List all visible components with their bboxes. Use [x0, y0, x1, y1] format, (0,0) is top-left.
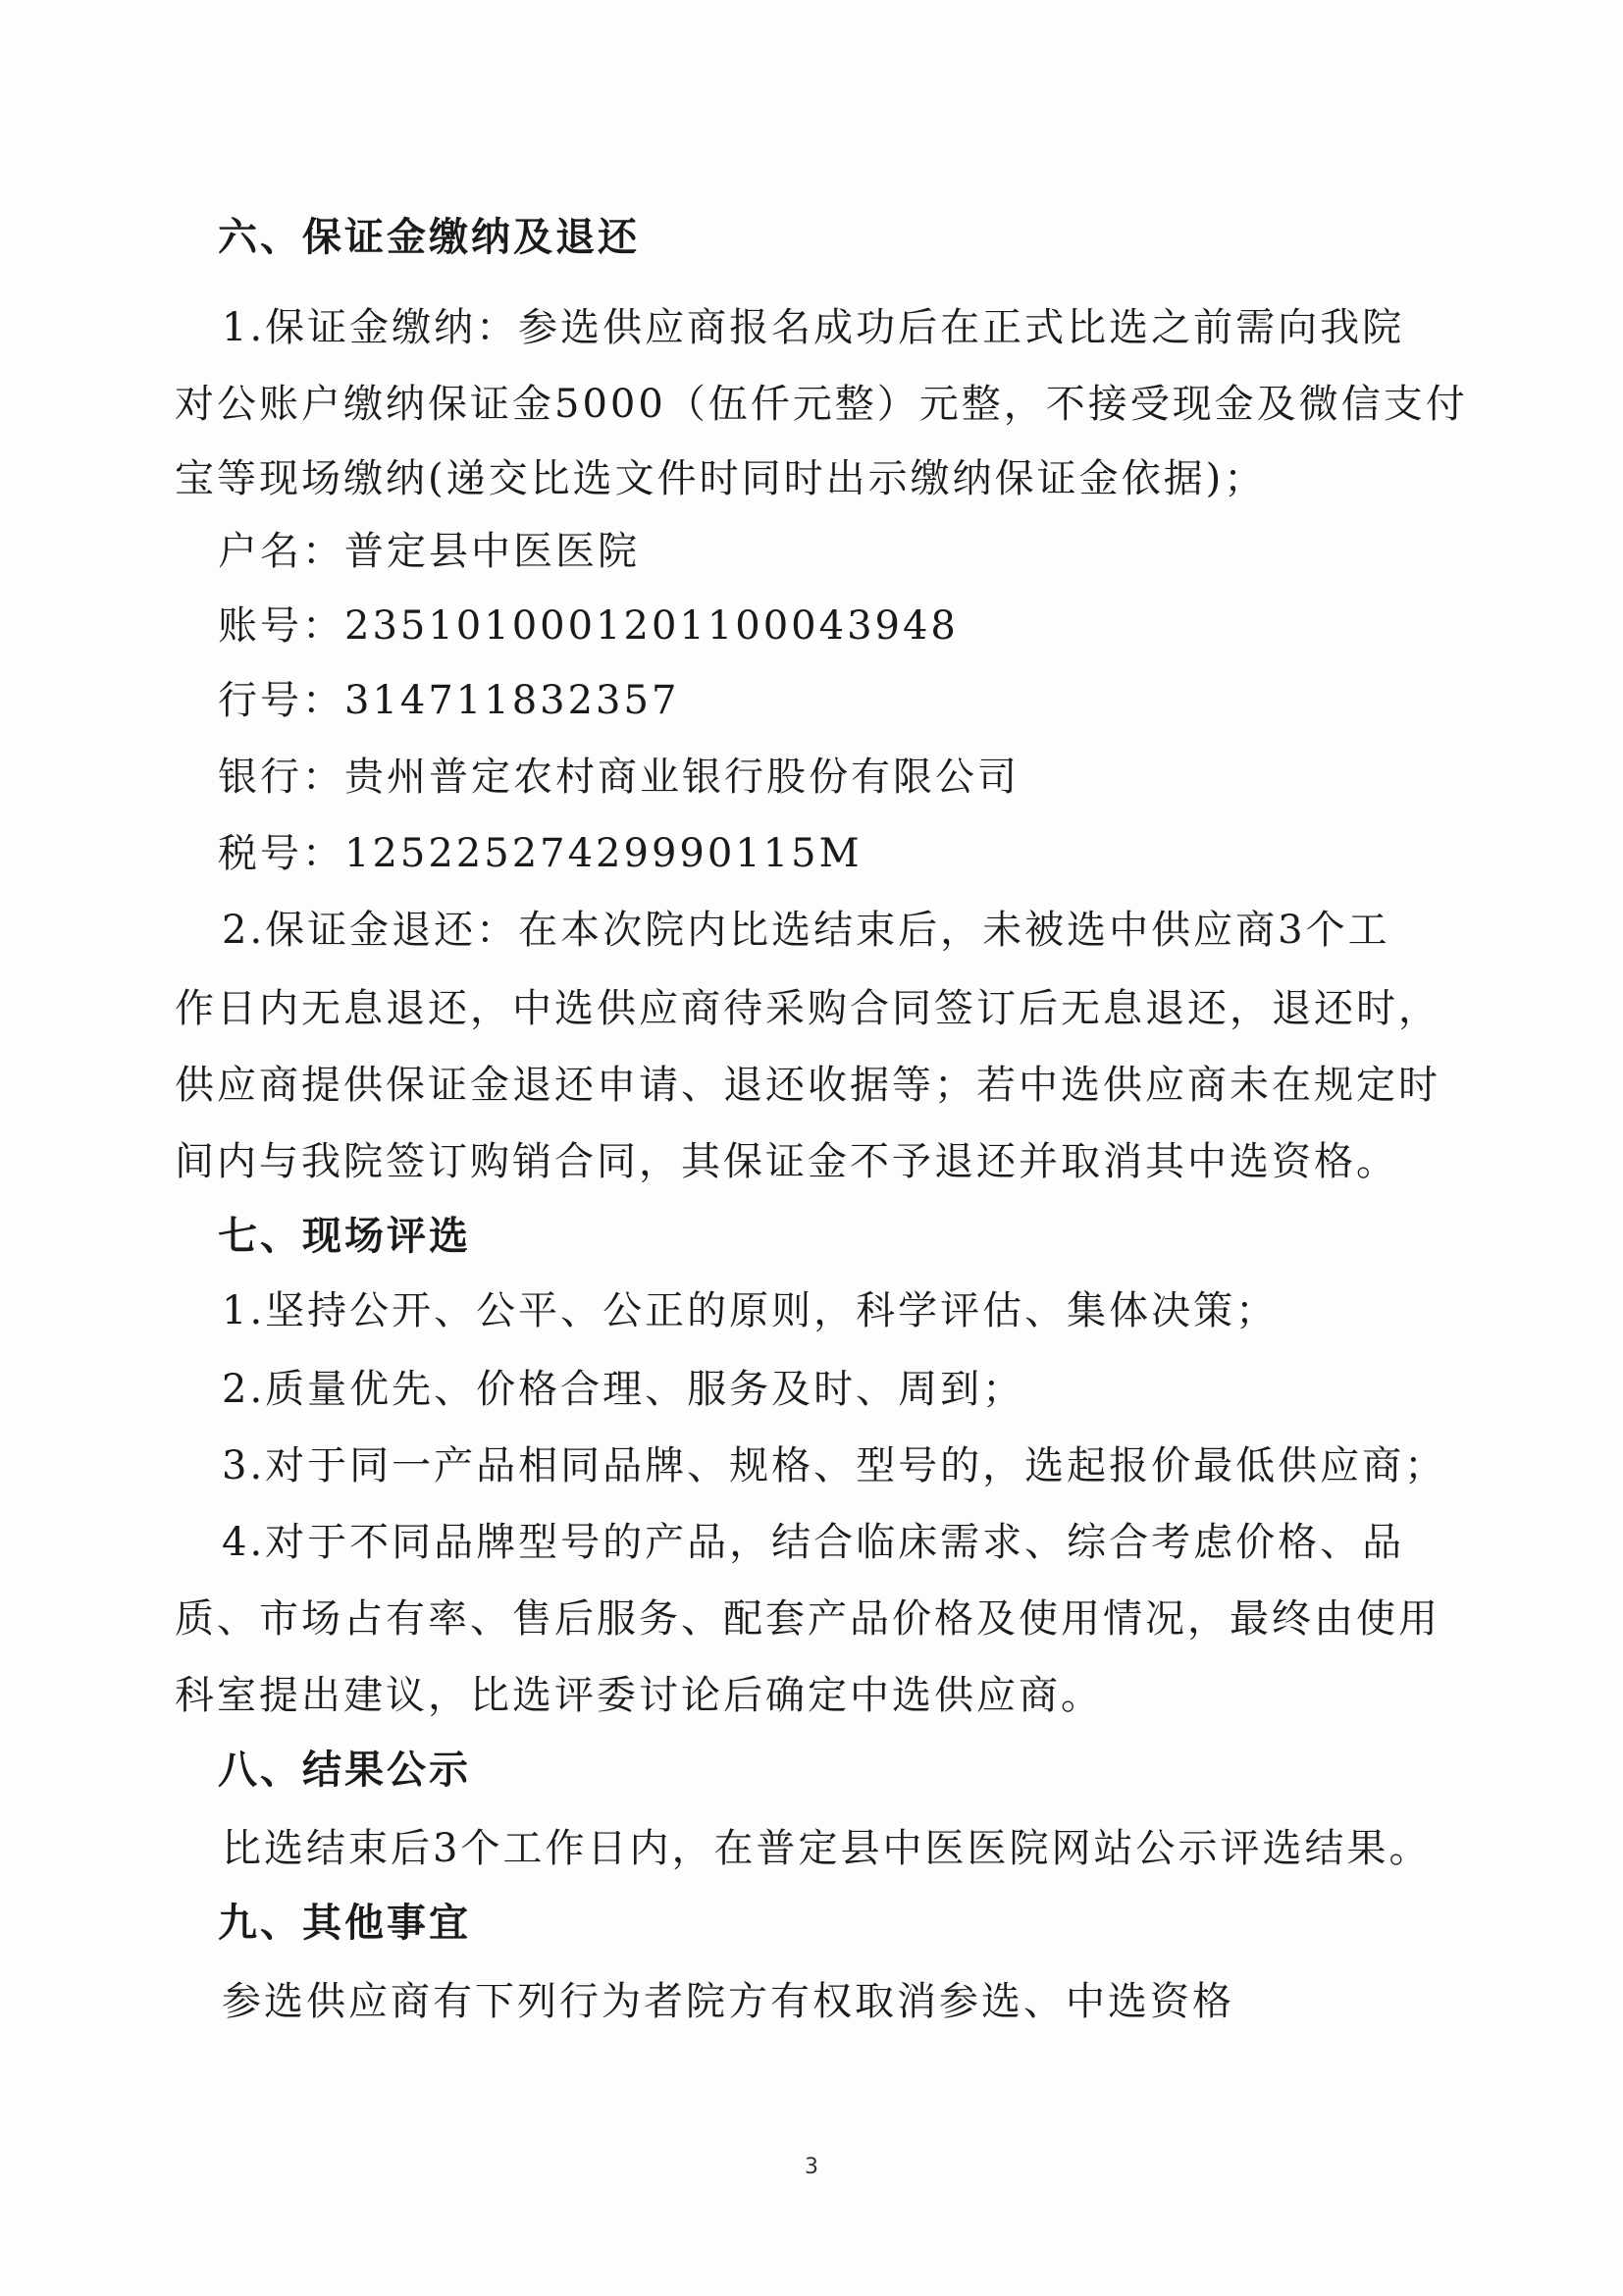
result-announcement-text: 比选结束后3个工作日内，在普定县中医医院网站公示评选结果。	[222, 1826, 1432, 1871]
evaluation-item-1: 1.坚持公开、公平、公正的原则，科学评估、集体决策；	[222, 1288, 1279, 1333]
section-8-heading: 八、结果公示	[218, 1748, 471, 1793]
tax-id: 税号：12522527429990115M	[218, 831, 863, 876]
evaluation-item-4-line-3: 科室提出建议，比选评委讨论后确定中选供应商。	[175, 1673, 1103, 1718]
bank-code: 行号：314711832357	[218, 678, 680, 723]
evaluation-item-2: 2.质量优先、价格合理、服务及时、周到；	[222, 1367, 1025, 1412]
deposit-refund-line-4: 间内与我院签订购销合同，其保证金不予退还并取消其中选资格。	[175, 1139, 1398, 1184]
deposit-refund-line-1: 2.保证金退还：在本次院内比选结束后，未被选中供应商3个工	[222, 908, 1390, 953]
deposit-refund-line-2: 作日内无息退还，中选供应商待采购合同签订后无息退还，退还时，	[175, 986, 1440, 1031]
deposit-payment-line-2: 对公账户缴纳保证金5000（伍仟元整）元整，不接受现金及微信支付	[175, 382, 1468, 427]
other-matters-text: 参选供应商有下列行为者院方有权取消参选、中选资格	[222, 1979, 1234, 2024]
bank-name: 银行：贵州普定农村商业银行股份有限公司	[218, 755, 1020, 800]
deposit-payment-line-1: 1.保证金缴纳：参选供应商报名成功后在正式比选之前需向我院	[222, 305, 1405, 350]
section-9-heading: 九、其他事宜	[218, 1901, 471, 1946]
evaluation-item-4-line-2: 质、市场占有率、售后服务、配套产品价格及使用情况，最终由使用	[175, 1596, 1440, 1642]
account-number: 账号：2351010001201100043948	[218, 603, 959, 649]
deposit-refund-line-3: 供应商提供保证金退还申请、退还收据等；若中选供应商未在规定时	[175, 1063, 1440, 1108]
page-number: 3	[805, 2155, 818, 2179]
evaluation-item-3: 3.对于同一产品相同品牌、规格、型号的，选起报价最低供应商；	[222, 1443, 1447, 1488]
evaluation-item-4-line-1: 4.对于不同品牌型号的产品，结合临床需求、综合考虑价格、品	[222, 1520, 1405, 1565]
section-6-heading: 六、保证金缴纳及退还	[218, 215, 640, 260]
account-name: 户名：普定县中医医院	[218, 529, 640, 574]
section-7-heading: 七、现场评选	[218, 1214, 471, 1259]
deposit-payment-line-3: 宝等现场缴纳(递交比选文件时同时出示缴纳保证金依据)；	[175, 456, 1267, 501]
